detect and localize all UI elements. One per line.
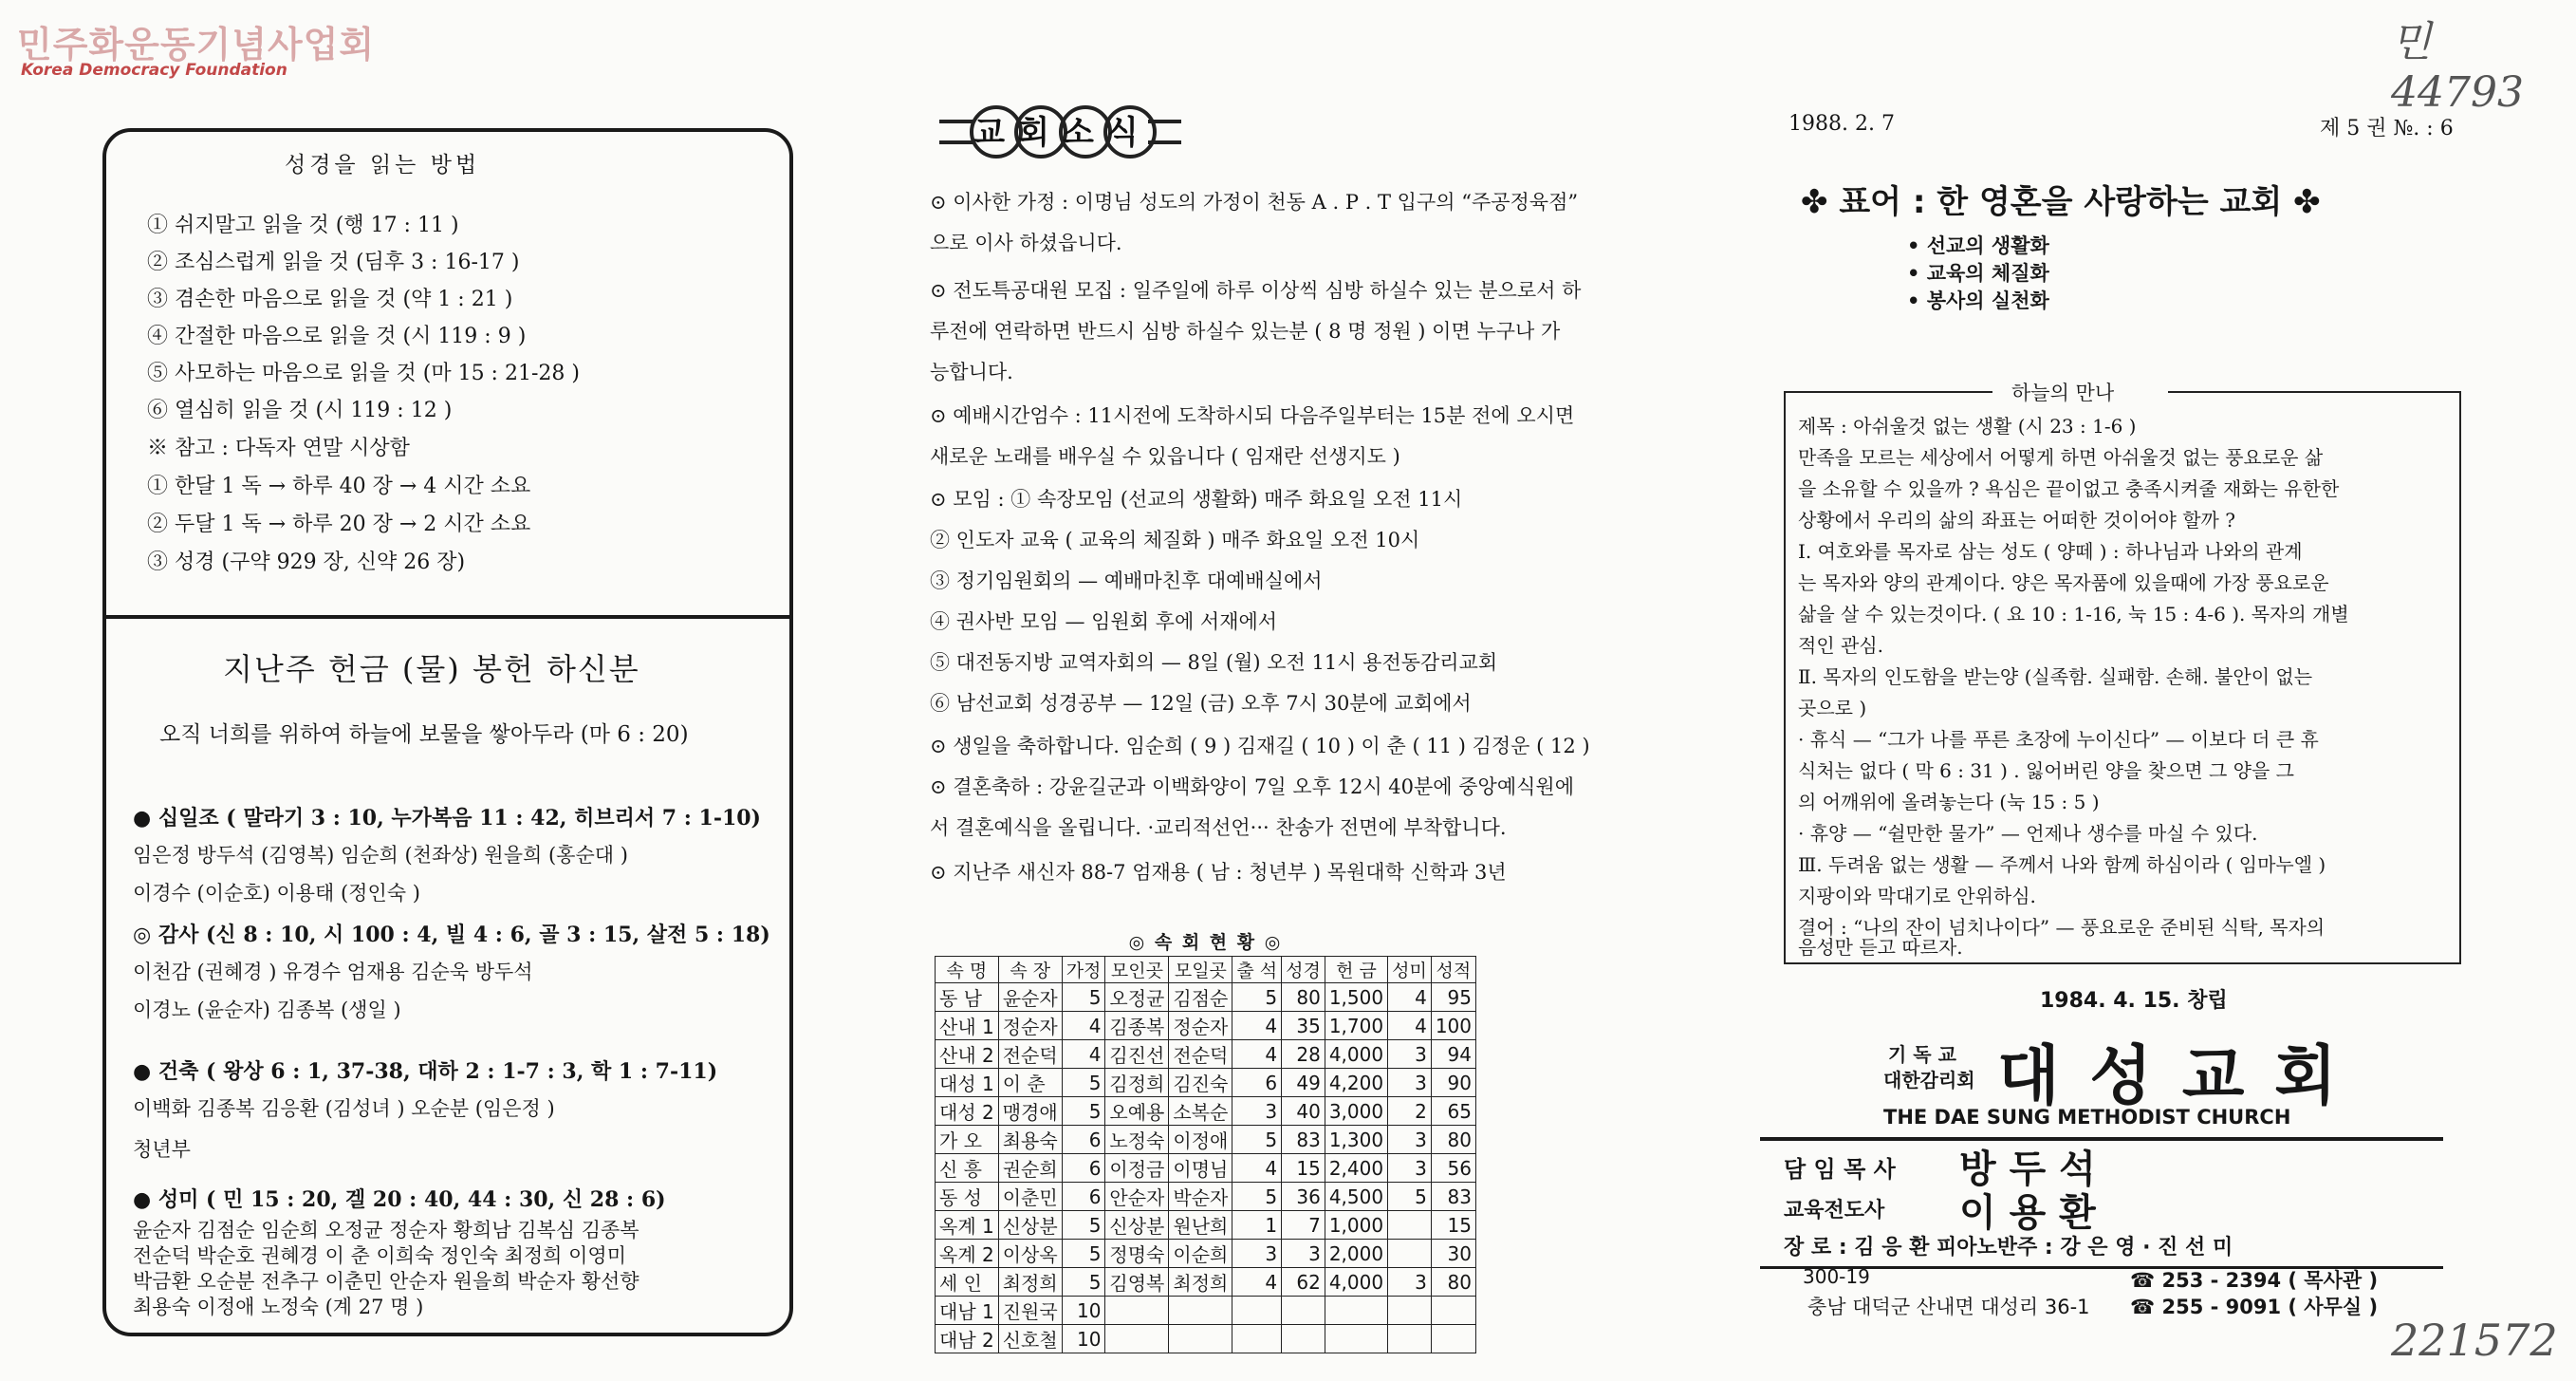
bulletin-goal: • 선교의 생활화: [1907, 234, 2049, 257]
table-cell: 세 인: [936, 1268, 999, 1297]
table-cell: 83: [1282, 1126, 1325, 1154]
table-cell: 5: [1062, 1097, 1105, 1126]
table-row: [936, 1154, 1476, 1183]
table-cell: 대성 2: [936, 1097, 999, 1126]
table-cell: 최정희: [1169, 1268, 1232, 1297]
table-cell: [1388, 1325, 1432, 1353]
table-row: [936, 1012, 1476, 1040]
table-cell: 김정희: [1105, 1069, 1169, 1097]
church-address: 충남 대덕군 산내면 대성리 36-1: [1807, 1296, 2090, 1318]
table-cell: [1325, 1297, 1387, 1325]
attendance-title: ◎ 속 회 현 황 ◎: [1128, 931, 1283, 953]
table-cell: 30: [1431, 1240, 1475, 1268]
news-line: ④ 권사반 모임 — 임원회 후에 서재에서: [930, 610, 1278, 633]
offering-category: ● 십일조 ( 말라기 3 : 10, 누가복음 11 : 42, 히브리서 7 : 1-10): [133, 806, 761, 830]
table-row: [936, 1240, 1476, 1268]
news-line: ⑥ 남선교회 성경공부 — 12일 (금) 오후 7시 30분에 교회에서: [930, 692, 1472, 715]
news-line: ⊙ 생일을 축하합니다. 임순희 ( 9 ) 김재길 ( 10 ) 이 춘 ( 11 ) 김정운 ( 12 ): [930, 735, 1590, 757]
table-cell: 이정애: [1169, 1126, 1232, 1154]
church-phone-office: ☎ 255 - 9091 ( 사무실 ): [2130, 1296, 2379, 1318]
meditation-line: · 휴식 — “그가 나를 푸른 초장에 누이신다” — 이보다 더 큰 휴: [1798, 728, 2319, 751]
meditation-line: 을 소유할 수 있을까 ? 욕심은 끝이없고 충족시켜줄 재화는 유한한: [1798, 477, 2340, 500]
table-cell: 2,000: [1325, 1240, 1387, 1268]
table-cell: 80: [1431, 1268, 1475, 1297]
offering-names: 최용숙 이정애 노정숙 (계 27 명 ): [133, 1296, 424, 1318]
table-cell: 6: [1062, 1126, 1105, 1154]
bulletin-motto: ✤ 표어 : 한 영혼을 사랑하는 교회 ✤: [1801, 183, 2321, 221]
meditation-line: 식처는 없다 ( 막 6 : 31 ) . 잃어버린 양을 찾으면 그 양을 그: [1798, 759, 2294, 782]
news-line: 서 결혼예식을 올립니다. ·교리적선언··· 찬송가 전면에 부착합니다.: [930, 816, 1507, 839]
bulletin-goal: • 봉사의 실천화: [1907, 289, 2049, 312]
table-cell: 진원국: [998, 1297, 1062, 1325]
table-cell: 15: [1431, 1211, 1475, 1240]
table-cell: 6: [1062, 1154, 1105, 1183]
church-postal-code: 300-19: [1803, 1265, 1870, 1288]
meditation-line: 만족을 모르는 세상에서 어떻게 하면 아쉬울것 없는 풍요로운 삶: [1798, 446, 2324, 469]
table-cell: [1388, 1211, 1432, 1240]
bible-reading-item: ⑥ 열심히 읽을 것 (시 119 : 12 ): [147, 399, 453, 422]
edu-minister-name: 이 용 환: [1959, 1191, 2096, 1235]
news-line: ⊙ 예배시간엄수 : 11시전에 도착하시되 다음주일부터는 15분 전에 오시면: [930, 404, 1575, 427]
table-row: [936, 1097, 1476, 1126]
table-cell: 신호철: [998, 1325, 1062, 1353]
table-cell: 2: [1388, 1097, 1432, 1126]
table-cell: 100: [1431, 1012, 1475, 1040]
meditation-line: 삶을 살 수 있는것이다. ( 요 10 : 1-16, 눅 15 : 4-6 ). 목자의 개별: [1798, 603, 2349, 625]
table-row: [936, 1325, 1476, 1353]
table-cell: 최정희: [998, 1268, 1062, 1297]
table-cell: 정명숙: [1105, 1240, 1169, 1268]
attendance-header-cell: 헌 금: [1325, 957, 1387, 983]
church-founded: 1984. 4. 15. 창립: [2040, 989, 2228, 1013]
attendance-header-cell: 성미: [1388, 957, 1432, 983]
table-cell: [1431, 1325, 1475, 1353]
table-cell: 산내 2: [936, 1040, 999, 1069]
table-cell: 옥계 2: [936, 1240, 999, 1268]
table-cell: 3: [1388, 1069, 1432, 1097]
offering-subtitle: 오직 너희를 위하여 하늘에 보물을 쌓아두라 (마 6 : 20): [159, 722, 689, 747]
table-cell: 이정금: [1105, 1154, 1169, 1183]
table-cell: 이 춘: [998, 1069, 1062, 1097]
news-line: 으로 이사 하셨읍니다.: [930, 232, 1122, 254]
meditation-line: 지팡이와 막대기로 안위하심.: [1798, 885, 2036, 907]
table-cell: 신 흥: [936, 1154, 999, 1183]
table-cell: 5: [1062, 1268, 1105, 1297]
table-cell: 최용숙: [998, 1126, 1062, 1154]
table-cell: 3: [1282, 1240, 1325, 1268]
meditation-line: 음성만 듣고 따르자.: [1798, 936, 1963, 959]
table-cell: 15: [1282, 1154, 1325, 1183]
bible-reading-item: ⑤ 사모하는 마음으로 읽을 것 (마 15 : 21-28 ): [147, 362, 580, 385]
meditation-line: 결어 : “나의 잔이 넘치나이다” — 풍요로운 준비된 식탁, 목자의: [1798, 916, 2326, 939]
offering-category: ● 건축 ( 왕상 6 : 1, 37-38, 대하 2 : 1-7 : 3, 학 1 : 7-11): [133, 1059, 718, 1084]
table-cell: 동 성: [936, 1183, 999, 1211]
table-row: [936, 1297, 1476, 1325]
edu-minister-label: 교육전도사: [1784, 1199, 1885, 1222]
table-cell: 1,300: [1325, 1126, 1387, 1154]
bulletin-goal: • 교육의 체질화: [1907, 262, 2049, 285]
table-cell: 4: [1062, 1012, 1105, 1040]
table-cell: 대남 2: [936, 1325, 999, 1353]
table-cell: 4: [1388, 1012, 1432, 1040]
table-cell: [1232, 1297, 1282, 1325]
table-cell: 94: [1431, 1040, 1475, 1069]
meditation-line: 적인 관심.: [1798, 634, 1883, 657]
table-cell: 80: [1282, 983, 1325, 1012]
attendance-header-cell: 가정: [1062, 957, 1105, 983]
table-cell: 5: [1232, 1183, 1282, 1211]
table-cell: [1105, 1297, 1169, 1325]
handwritten-note-bottom: 221572: [2391, 1315, 2558, 1366]
table-cell: 80: [1431, 1126, 1475, 1154]
offering-names: 청년부: [133, 1138, 191, 1161]
table-cell: [1282, 1297, 1325, 1325]
offering-title: 지난주 헌금 (물) 봉헌 하신분: [223, 651, 640, 687]
table-cell: 10: [1062, 1325, 1105, 1353]
meditation-line: 상황에서 우리의 삶의 좌표는 어떠한 것이어야 할까 ?: [1798, 509, 2235, 532]
meditation-line: · 휴양 — “쉴만한 물가” — 언제나 생수를 마실 수 있다.: [1798, 822, 2258, 845]
table-cell: 56: [1431, 1154, 1475, 1183]
table-cell: 대성 1: [936, 1069, 999, 1097]
table-cell: 1,500: [1325, 983, 1387, 1012]
table-cell: [1388, 1240, 1432, 1268]
offering-names: 윤순자 김점순 임순희 오정균 정순자 황희남 김복심 김종복: [133, 1219, 639, 1241]
table-cell: 95: [1431, 983, 1475, 1012]
church-staff-line: 장 로 : 김 응 환 피아노반주 : 강 은 영 · 진 선 미: [1784, 1236, 2233, 1260]
offering-category: ◎ 감사 (신 8 : 10, 시 100 : 4, 빌 4 : 6, 골 3 : 15, 살전 5 : 18): [133, 923, 770, 947]
news-line: ⊙ 이사한 가정 : 이명님 성도의 가정이 천동 A . P . T 입구의 “주공정육점”: [930, 191, 1579, 214]
table-cell: 맹경애: [998, 1097, 1062, 1126]
meditation-line: 곳으로 ): [1798, 697, 1867, 719]
table-cell: 35: [1282, 1012, 1325, 1040]
news-line: 루전에 연락하면 반드시 심방 하실수 있는분 ( 8 명 정원 ) 이면 누구나 가: [930, 320, 1561, 343]
table-cell: 정순자: [1169, 1012, 1232, 1040]
table-cell: 김영복: [1105, 1268, 1169, 1297]
offering-names: 이경수 (이순호) 이용태 (정인숙 ): [133, 882, 420, 905]
table-cell: 5: [1232, 983, 1282, 1012]
table-cell: 전순덕: [1169, 1040, 1232, 1069]
table-cell: 36: [1282, 1183, 1325, 1211]
table-cell: 이상옥: [998, 1240, 1062, 1268]
news-line: ⊙ 지난주 새신자 88-7 엄재용 ( 남 : 청년부 ) 목원대학 신학과 3년: [930, 861, 1507, 884]
bulletin-date: 1988. 2. 7: [1788, 112, 1895, 136]
table-cell: 28: [1282, 1040, 1325, 1069]
news-line: ⊙ 모임 : ① 속장모임 (선교의 생활화) 매주 화요일 오전 11시: [930, 488, 1463, 511]
table-cell: 옥계 1: [936, 1211, 999, 1240]
table-cell: 5: [1388, 1183, 1432, 1211]
table-cell: [1388, 1297, 1432, 1325]
bible-reading-item: ③ 겸손한 마음으로 읽을 것 (약 1 : 21 ): [147, 288, 513, 311]
attendance-table: [935, 925, 1476, 1353]
offering-category: ● 성미 ( 민 15 : 20, 겔 20 : 40, 44 : 30, 신 28 : 6): [133, 1187, 666, 1212]
church-denomination-1: 기 독 교: [1888, 1043, 1956, 1066]
table-cell: 3,000: [1325, 1097, 1387, 1126]
table-cell: 4,200: [1325, 1069, 1387, 1097]
attendance-header-cell: 성적: [1431, 957, 1475, 983]
table-cell: 4: [1232, 1154, 1282, 1183]
table-row: [936, 1268, 1476, 1297]
table-cell: 6: [1232, 1069, 1282, 1097]
table-cell: 소복순: [1169, 1097, 1232, 1126]
offering-names: 전순덕 박순호 권혜경 이 춘 이희숙 정인숙 최정희 이영미: [133, 1244, 626, 1267]
news-line: ③ 정기임원회의 — 예배마친후 대예배실에서: [930, 569, 1323, 592]
table-cell: [1431, 1297, 1475, 1325]
table-cell: 4: [1232, 1040, 1282, 1069]
table-cell: 4: [1062, 1040, 1105, 1069]
table-cell: [1105, 1325, 1169, 1353]
table-cell: 동 남: [936, 983, 999, 1012]
table-cell: 5: [1062, 1211, 1105, 1240]
table-cell: 3: [1388, 1126, 1432, 1154]
meditation-line: Ⅰ. 여호와를 목자로 삼는 성도 ( 양떼 ) : 하나님과 나와의 관계: [1798, 540, 2303, 563]
meditation-line: Ⅲ. 두려움 없는 생활 — 주께서 나와 함께 하심이라 ( 임마누엘 ): [1798, 853, 2326, 876]
table-cell: 원난희: [1169, 1211, 1232, 1240]
attendance-header-cell: 속 명: [936, 957, 999, 983]
table-cell: [1282, 1325, 1325, 1353]
offering-names: 이천감 (권혜경 ) 유경수 엄재용 김순욱 방두석: [133, 961, 533, 983]
table-cell: 1: [1232, 1211, 1282, 1240]
news-line: ⊙ 전도특공대원 모집 : 일주일에 하루 이상씩 심방 하실수 있는 분으로서 하: [930, 279, 1582, 302]
table-cell: [1169, 1297, 1232, 1325]
news-line: 새로운 노래를 배우실 수 있읍니다 ( 임재란 선생지도 ): [930, 445, 1400, 468]
table-row: [936, 1126, 1476, 1154]
table-cell: 이명님: [1169, 1154, 1232, 1183]
church-news-banner-text: 교회소식: [973, 114, 1152, 152]
church-news-banner: [935, 104, 1186, 159]
table-cell: 65: [1431, 1097, 1475, 1126]
table-cell: 6: [1062, 1183, 1105, 1211]
table-cell: [1325, 1325, 1387, 1353]
table-cell: [1169, 1325, 1232, 1353]
table-cell: 신상분: [998, 1211, 1062, 1240]
table-cell: 4: [1388, 983, 1432, 1012]
bible-reading-item: ① 한달 1 독 → 하루 40 장 → 4 시간 소요: [147, 475, 531, 498]
table-cell: 3: [1232, 1240, 1282, 1268]
table-cell: 3: [1388, 1268, 1432, 1297]
news-line: 능합니다.: [930, 361, 1013, 383]
table-cell: 이춘민: [998, 1183, 1062, 1211]
table-cell: 4,000: [1325, 1040, 1387, 1069]
table-cell: 10: [1062, 1297, 1105, 1325]
table-cell: 5: [1232, 1126, 1282, 1154]
table-cell: 가 오: [936, 1126, 999, 1154]
table-row: [936, 1069, 1476, 1097]
table-cell: 4: [1232, 1012, 1282, 1040]
table-cell: 정순자: [998, 1012, 1062, 1040]
offering-names: 박금환 오순분 전추구 이춘민 안순자 원을희 박순자 황선향: [133, 1270, 639, 1293]
table-cell: 이순희: [1169, 1240, 1232, 1268]
meditation-line: Ⅱ. 목자의 인도함을 받는양 (실족함. 실패함. 손해. 불안이 없는: [1798, 665, 2313, 688]
table-cell: 김진선: [1105, 1040, 1169, 1069]
meditation-line: 제목 : 아쉬울것 없는 생활 (시 23 : 1-6 ): [1798, 415, 2137, 438]
table-cell: 5: [1062, 1069, 1105, 1097]
table-cell: 윤순자: [998, 983, 1062, 1012]
watermark-english: Korea Democracy Foundation: [21, 61, 287, 80]
table-cell: 5: [1062, 983, 1105, 1012]
table-cell: 전순덕: [998, 1040, 1062, 1069]
table-cell: 안순자: [1105, 1183, 1169, 1211]
table-cell: 노정숙: [1105, 1126, 1169, 1154]
table-cell: 4,000: [1325, 1268, 1387, 1297]
bible-reading-item: ③ 성경 (구약 929 장, 신약 26 장): [147, 551, 466, 574]
attendance-header-cell: 출 석: [1232, 957, 1282, 983]
attendance-header-cell: 속 장: [998, 957, 1062, 983]
watermark-korean: 민주화운동기념사업회: [17, 24, 376, 65]
table-row: [936, 983, 1476, 1012]
senior-pastor-name: 방 두 석: [1959, 1148, 2096, 1191]
table-cell: 3: [1388, 1040, 1432, 1069]
news-line: ⊙ 결혼축하 : 강윤길군과 이백화양이 7일 오후 12시 40분에 중앙예식원에: [930, 775, 1574, 798]
table-cell: 4: [1232, 1268, 1282, 1297]
table-cell: 2,400: [1325, 1154, 1387, 1183]
table-cell: 오정균: [1105, 983, 1169, 1012]
table-cell: 오예용: [1105, 1097, 1169, 1126]
table-cell: 7: [1282, 1211, 1325, 1240]
bible-reading-item: ② 조심스럽게 읽을 것 (딤후 3 : 16-17 ): [147, 251, 520, 274]
table-cell: 산내 1: [936, 1012, 999, 1040]
table-cell: 권순희: [998, 1154, 1062, 1183]
table-cell: 대남 1: [936, 1297, 999, 1325]
table-cell: 4,500: [1325, 1183, 1387, 1211]
table-cell: 90: [1431, 1069, 1475, 1097]
table-cell: 김진숙: [1169, 1069, 1232, 1097]
table-cell: 1,000: [1325, 1211, 1387, 1240]
handwritten-note-top: 민 44793: [2391, 18, 2524, 117]
church-name-korean: 대 성 교 회: [1997, 1039, 2341, 1114]
table-cell: 40: [1282, 1097, 1325, 1126]
news-line: ⑤ 대전동지방 교역자회의 — 8일 (월) 오전 11시 용전동감리교회: [930, 651, 1498, 674]
bulletin-volume: 제 5 권 №. : 6: [2320, 117, 2454, 140]
left-panel-divider: [102, 615, 793, 619]
bible-reading-item: ② 두달 1 독 → 하루 20 장 → 2 시간 소요: [147, 513, 531, 536]
table-row: [936, 1211, 1476, 1240]
table-cell: 83: [1431, 1183, 1475, 1211]
news-line: ② 인도자 교육 ( 교육의 체질화 ) 매주 화요일 오전 10시: [930, 529, 1420, 551]
attendance-header-cell: 모일곳: [1169, 957, 1232, 983]
table-cell: 49: [1282, 1069, 1325, 1097]
bible-reading-note: ※ 참고 : 다독자 연말 시상함: [147, 437, 410, 460]
offering-names: 임은정 방두석 (김영복) 임순희 (천좌상) 원을희 (홍순대 ): [133, 844, 628, 867]
table-cell: [1232, 1325, 1282, 1353]
bible-reading-item: ① 쉬지말고 읽을 것 (행 17 : 11 ): [147, 214, 459, 237]
church-name-english: THE DAE SUNG METHODIST CHURCH: [1883, 1106, 2291, 1129]
meditation-line: 의 어깨위에 올려놓는다 (눅 15 : 5 ): [1798, 791, 2100, 813]
bible-reading-item: ④ 간절한 마음으로 읽을 것 (시 119 : 9 ): [147, 325, 527, 348]
church-info-rule: [1760, 1137, 2443, 1141]
table-cell: 62: [1282, 1268, 1325, 1297]
table-row: [936, 1183, 1476, 1211]
church-denomination-2: 대한감리회: [1883, 1069, 1975, 1092]
table-row: [936, 1040, 1476, 1069]
meditation-line: 는 목자와 양의 관계이다. 양은 목자품에 있을때에 가장 풍요로운: [1798, 571, 2329, 594]
table-cell: 신상분: [1105, 1211, 1169, 1240]
offering-names: 이경노 (윤순자) 김종복 (생일 ): [133, 998, 401, 1021]
table-cell: 3: [1232, 1097, 1282, 1126]
table-cell: 김점순: [1169, 983, 1232, 1012]
table-cell: 5: [1062, 1240, 1105, 1268]
attendance-header-cell: 성경: [1282, 957, 1325, 983]
table-cell: 김종복: [1105, 1012, 1169, 1040]
attendance-header-cell: 모인곳: [1105, 957, 1169, 983]
church-phone-residence: ☎ 253 - 2394 ( 목사관 ): [2130, 1269, 2379, 1292]
table-cell: 3: [1388, 1154, 1432, 1183]
offering-names: 이백화 김종복 김응환 (김성녀 ) 오순분 (임은정 ): [133, 1097, 555, 1120]
senior-pastor-label: 담 임 목 사: [1784, 1156, 1896, 1183]
meditation-heading: 하늘의 만나: [2011, 382, 2115, 404]
attendance-header-row: [936, 957, 1476, 983]
table-cell: 박순자: [1169, 1183, 1232, 1211]
table-cell: 1,700: [1325, 1012, 1387, 1040]
bible-reading-title: 성경을 읽는 방법: [285, 153, 481, 177]
